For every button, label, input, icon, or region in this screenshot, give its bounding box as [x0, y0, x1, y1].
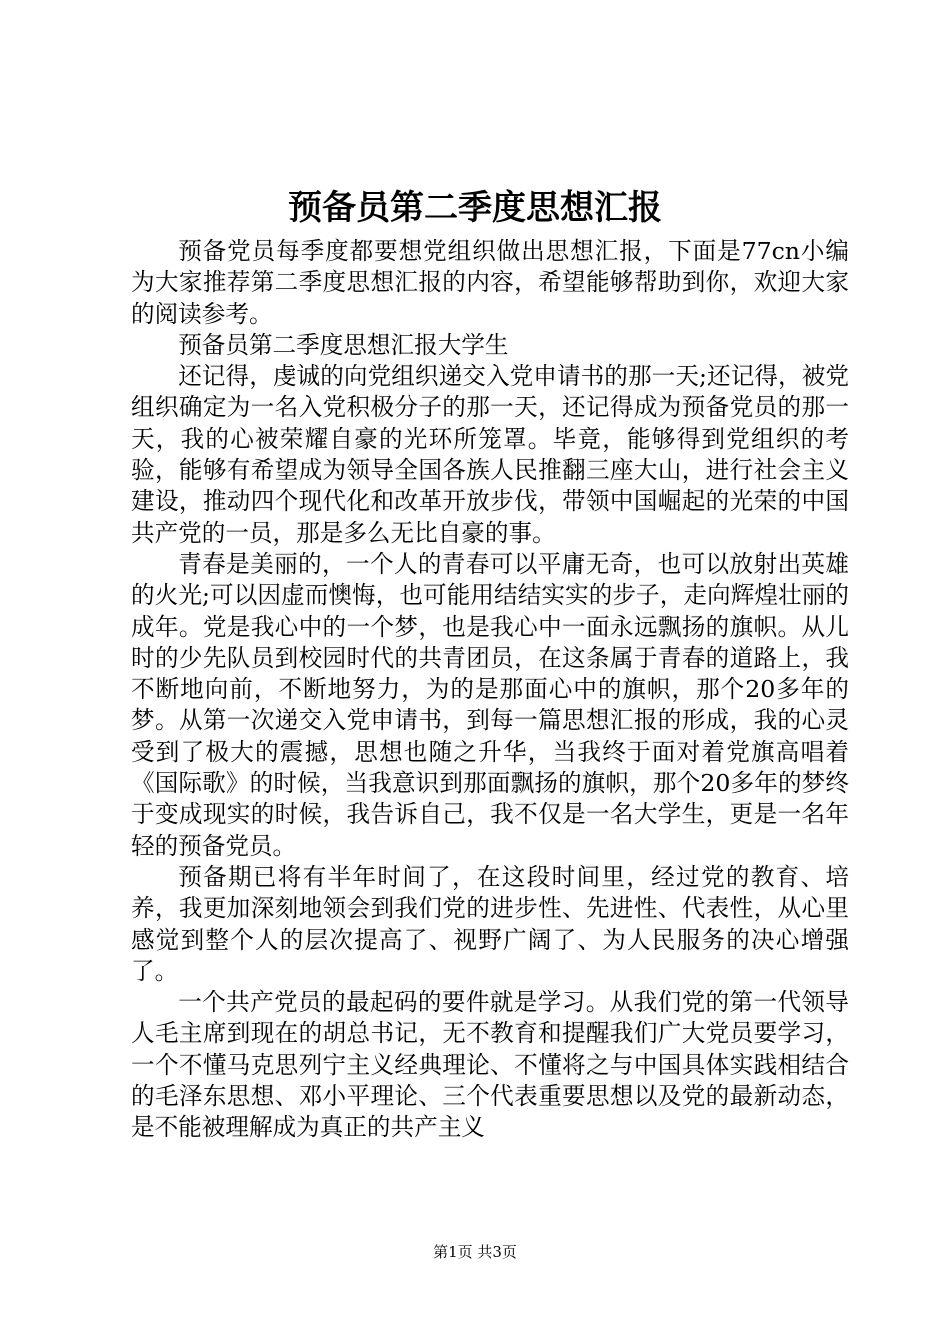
paragraph-remember: 还记得，虔诚的向党组织递交入党申请书的那一天;还记得，被党组织确定为一名入党积极分子的那一天，还记得成为预备党员的那一天，我的心被荣耀自豪的光环所笼罩。毕竟，能够得到党组织的考验，能够有希望成为领导全国各族人民推翻三座大山，进行社会主义建设，推动四个现代化和改革开放步伐，带领中国崛起的光荣的中国共产党的一员，那是多么无比自豪的事。	[131, 362, 849, 547]
paragraph-study: 一个共产党员的最起码的要件就是学习。从我们党的第一代领导人毛主席到现在的胡总书记，无不教育和提醒我们广大党员要学习，一个不懂马克思列宁主义经典理论、不懂将之与中国具体实践相结合的毛泽东思想、邓小平理论、三个代表重要思想以及党的最新动态，是不能被理解成为真正的共产主义	[131, 988, 849, 1142]
document-title: 预备员第二季度思想汇报	[288, 188, 662, 228]
paragraph-probation: 预备期已将有半年时间了，在这段时间里，经过党的教育、培养，我更加深刻地领会到我们党的进步性、先进性、代表性，从心里感觉到整个人的层次提高了、视野广阔了、为人民服务的决心增强了。	[131, 862, 849, 985]
paragraph-intro: 预备党员每季度都要想党组织做出思想汇报，下面是77cn小编为大家推荐第二季度思想汇报的内容，希望能够帮助到你，欢迎大家的阅读参考。	[131, 237, 849, 328]
paragraph-subheading: 预备员第二季度思想汇报大学生	[178, 330, 509, 359]
page-footer: 第1页 共3页	[433, 1243, 517, 1261]
paragraph-youth: 青春是美丽的，一个人的青春可以平庸无奇，也可以放射出英雄的火光;可以因虚而懊悔，也可能用结结实实的步子，走向辉煌壮丽的成年。党是我心中的一个梦，也是我心中一面永远飘扬的旗帜。从儿时的少先队员到校园时代的共青团员，在这条属于青春的道路上，我不断地向前，不断地努力，为的是那面心中的旗帜，那个20多年的梦。从第一次递交入党申请书，到每一篇思想汇报的形成，我的心灵受到了极大的震撼，思想也随之升华，当我终于面对着党旗高唱着《国际歌》的时候，当我意识到那面飘扬的旗帜，那个20多年的梦终于变成现实的时候，我告诉自己，我不仅是一名大学生，更是一名年轻的预备党员。	[131, 549, 849, 860]
document-body	[131, 236, 849, 1144]
